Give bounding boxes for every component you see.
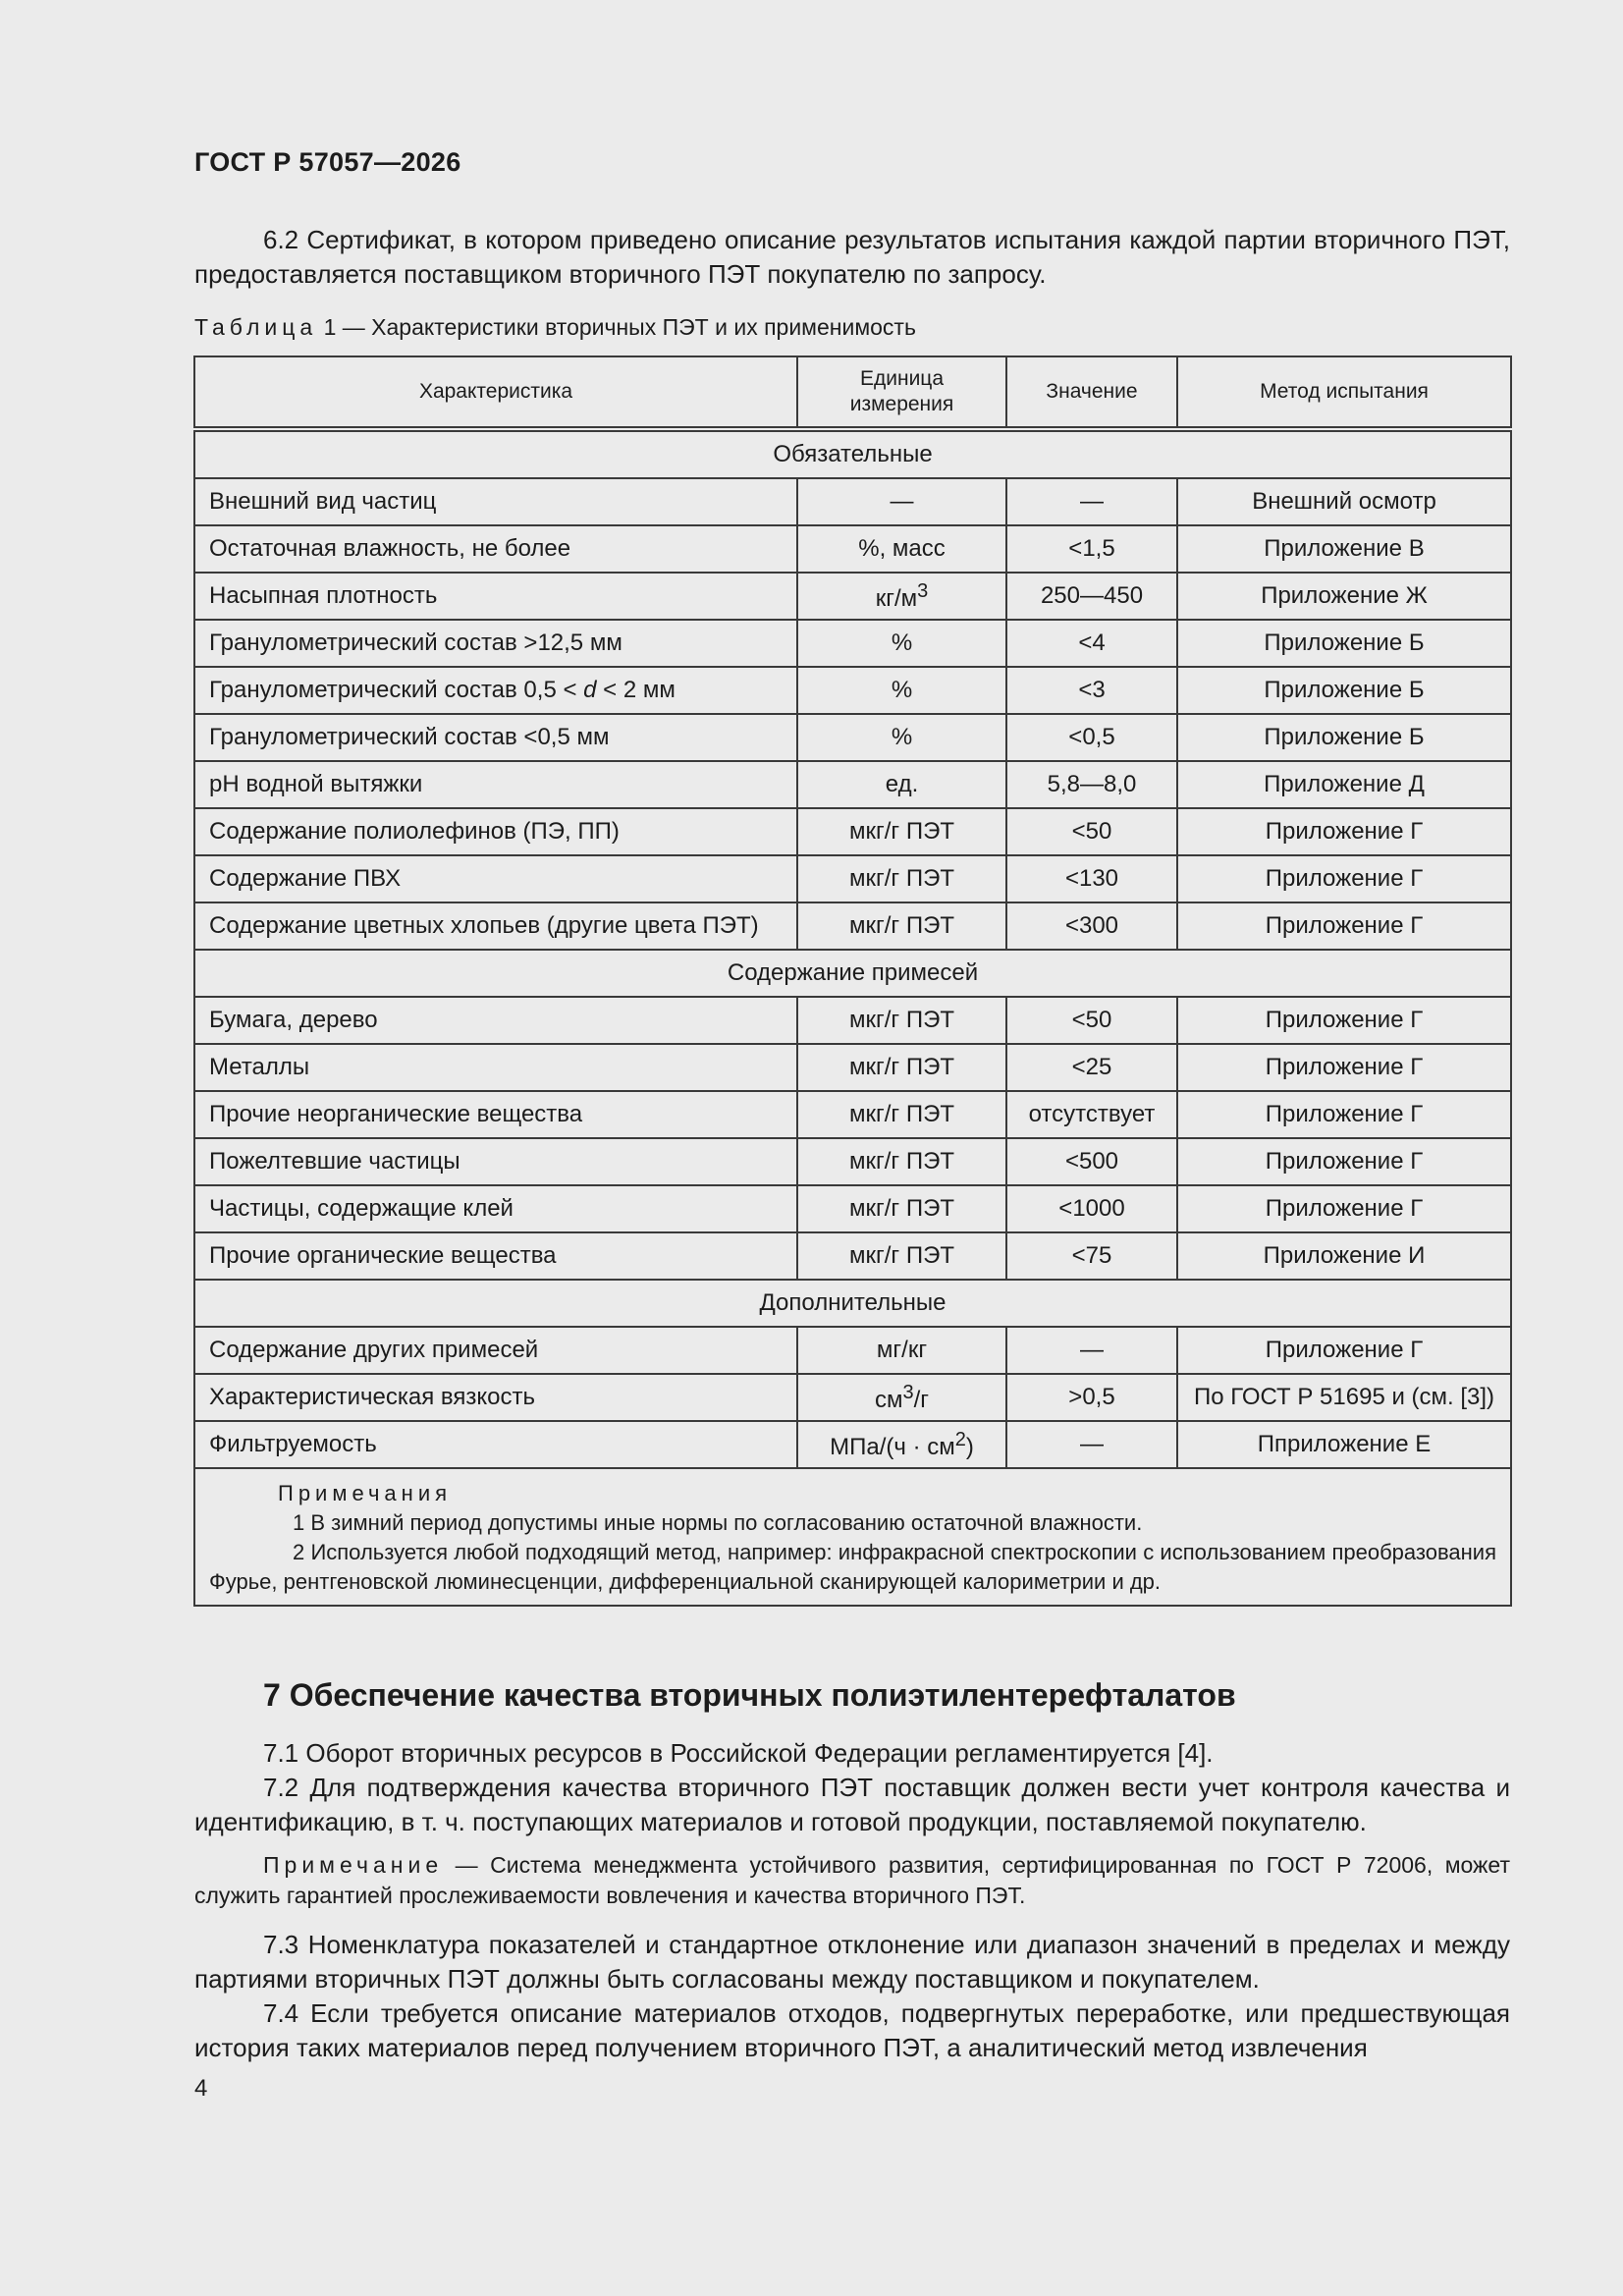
cell-value: <50 <box>1006 997 1177 1044</box>
cell-method: Приложение Г <box>1177 855 1511 902</box>
table-notes <box>194 1468 1511 1606</box>
cell-unit: мкг/г ПЭТ <box>797 1185 1006 1232</box>
cell-unit: %, масс <box>797 525 1006 573</box>
cell-unit <box>797 1374 1006 1421</box>
table-row <box>194 478 1511 525</box>
header-unit: Единица измерения <box>797 356 1006 429</box>
table-row <box>194 1232 1511 1280</box>
cell-value: <500 <box>1006 1138 1177 1185</box>
cell-value: 250—450 <box>1006 573 1177 620</box>
cell-value: 5,8—8,0 <box>1006 761 1177 808</box>
unit-suffix: ) <box>965 1433 974 1460</box>
cell-name: Характеристическая вязкость <box>194 1374 797 1421</box>
cell-value: <50 <box>1006 808 1177 855</box>
cell-name: Прочие органические вещества <box>194 1232 797 1280</box>
cell-value: <0,5 <box>1006 714 1177 761</box>
cell-method: Приложение Б <box>1177 714 1511 761</box>
cell-unit: % <box>797 714 1006 761</box>
unit-superscript: 2 <box>954 1428 966 1450</box>
cell-unit: % <box>797 620 1006 667</box>
notes-title: Примечания <box>278 1481 453 1505</box>
cell-value: <130 <box>1006 855 1177 902</box>
table-row <box>194 808 1511 855</box>
cell-name: Содержание цветных хлопьев (другие цвета ПЭТ) <box>194 902 797 950</box>
section-row <box>194 950 1511 997</box>
cell-name <box>194 667 797 714</box>
cell-value: <300 <box>1006 902 1177 950</box>
table-row <box>194 1185 1511 1232</box>
cell-method: Приложение И <box>1177 1232 1511 1280</box>
table-row <box>194 1044 1511 1091</box>
header-method: Метод испытания <box>1177 356 1511 429</box>
cell-unit: мкг/г ПЭТ <box>797 855 1006 902</box>
cell-name: pH водной вытяжки <box>194 761 797 808</box>
cell-name: Внешний вид частиц <box>194 478 797 525</box>
name-variable: d <box>583 677 597 703</box>
table-row <box>194 1374 1511 1421</box>
cell-name: Содержание ПВХ <box>194 855 797 902</box>
unit-suffix: /г <box>913 1386 930 1413</box>
table-row <box>194 525 1511 573</box>
cell-value: — <box>1006 1421 1177 1468</box>
table-row <box>194 902 1511 950</box>
characteristics-table <box>193 355 1512 1607</box>
cell-unit: — <box>797 478 1006 525</box>
table-caption-label: Таблица <box>194 314 318 340</box>
table-caption <box>194 314 916 341</box>
note-1: 1 В зимний период допустимы иные нормы по согласованию остаточной влажности. <box>293 1510 1143 1535</box>
cell-unit: мг/кг <box>797 1327 1006 1374</box>
section-7-heading: 7 Обеспечение качества вторичных полиэтилентерефталатов <box>263 1677 1236 1713</box>
section-row <box>194 1280 1511 1327</box>
cell-method: По ГОСТ Р 51695 и (см. [3]) <box>1177 1374 1511 1421</box>
cell-name: Остаточная влажность, не более <box>194 525 797 573</box>
table-caption-text: 1 — Характеристики вторичных ПЭТ и их применимость <box>323 314 916 340</box>
cell-name: Содержание полиолефинов (ПЭ, ПП) <box>194 808 797 855</box>
cell-method: Приложение В <box>1177 525 1511 573</box>
cell-value: — <box>1006 478 1177 525</box>
cell-method: Внешний осмотр <box>1177 478 1511 525</box>
cell-value: >0,5 <box>1006 1374 1177 1421</box>
unit-superscript: 3 <box>902 1381 914 1403</box>
cell-method: Приложение Г <box>1177 1185 1511 1232</box>
unit-superscript: 3 <box>917 579 929 602</box>
table-row <box>194 1421 1511 1468</box>
section-additional: Дополнительные <box>194 1280 1511 1327</box>
cell-unit: мкг/г ПЭТ <box>797 902 1006 950</box>
cell-value: <1000 <box>1006 1185 1177 1232</box>
cell-value: отсутствует <box>1006 1091 1177 1138</box>
notes-row <box>194 1468 1511 1606</box>
cell-name: Прочие неорганические вещества <box>194 1091 797 1138</box>
header-characteristic: Характеристика <box>194 356 797 429</box>
cell-unit: мкг/г ПЭТ <box>797 1091 1006 1138</box>
cell-method: Приложение Ж <box>1177 573 1511 620</box>
cell-name: Содержание других примесей <box>194 1327 797 1374</box>
note-label: Примечание <box>263 1852 444 1878</box>
table-row <box>194 855 1511 902</box>
section-7-note <box>194 1850 1510 1911</box>
table-row <box>194 714 1511 761</box>
paragraph-6-2: 6.2 Сертификат, в котором приведено описание результатов испытания каждой партии вторичного ПЭТ, предоставляется поставщиком вторичного ПЭТ покупателю по запросу. <box>194 225 1510 289</box>
cell-value: <4 <box>1006 620 1177 667</box>
unit-base: кг/м <box>875 584 918 612</box>
note-text: — Система менеджмента устойчивого развития, сертифицированная по ГОСТ Р 72006, может служить гарантией прослеживаемости вовлечения и качества вторичного ПЭТ. <box>194 1852 1510 1908</box>
paragraph-7-3: 7.3 Номенклатура показателей и стандартное отклонение или диапазон значений в пределах и между партиями вторичных ПЭТ должны быть согласованы между поставщиком и покупателем. <box>194 1930 1510 1994</box>
cell-method: Приложение Г <box>1177 1138 1511 1185</box>
table-row <box>194 1091 1511 1138</box>
cell-unit: мкг/г ПЭТ <box>797 1138 1006 1185</box>
cell-method: Приложение Г <box>1177 1327 1511 1374</box>
cell-method: Приложение Д <box>1177 761 1511 808</box>
section-row <box>194 429 1511 478</box>
cell-value: <1,5 <box>1006 525 1177 573</box>
cell-unit: ед. <box>797 761 1006 808</box>
name-suffix: < 2 мм <box>596 677 676 703</box>
name-prefix: Гранулометрический состав 0,5 < <box>209 677 584 703</box>
page-number: 4 <box>194 2075 208 2102</box>
unit-base: см <box>874 1386 903 1413</box>
table-row <box>194 761 1511 808</box>
cell-unit <box>797 573 1006 620</box>
cell-method: Приложение Г <box>1177 808 1511 855</box>
cell-unit: % <box>797 667 1006 714</box>
cell-method: Приложение Г <box>1177 997 1511 1044</box>
section-impurities: Содержание примесей <box>194 950 1511 997</box>
cell-unit: мкг/г ПЭТ <box>797 1232 1006 1280</box>
cell-name: Гранулометрический состав >12,5 мм <box>194 620 797 667</box>
table-row <box>194 573 1511 620</box>
cell-value: — <box>1006 1327 1177 1374</box>
cell-name: Частицы, содержащие клей <box>194 1185 797 1232</box>
cell-unit: мкг/г ПЭТ <box>797 1044 1006 1091</box>
table-row <box>194 1327 1511 1374</box>
cell-method: Приложение Г <box>1177 1044 1511 1091</box>
cell-unit: мкг/г ПЭТ <box>797 808 1006 855</box>
unit-base: МПа/(ч · см <box>830 1433 955 1460</box>
cell-name: Насыпная плотность <box>194 573 797 620</box>
table-row <box>194 997 1511 1044</box>
cell-name: Металлы <box>194 1044 797 1091</box>
table-header-row <box>194 356 1511 429</box>
cell-method: Приложение Г <box>1177 902 1511 950</box>
cell-unit <box>797 1421 1006 1468</box>
cell-value: <3 <box>1006 667 1177 714</box>
cell-name: Фильтруемость <box>194 1421 797 1468</box>
cell-unit: мкг/г ПЭТ <box>797 997 1006 1044</box>
paragraph-7-2: 7.2 Для подтверждения качества вторичного ПЭТ поставщик должен вести учет контроля качества и идентификацию, в т. ч. поступающих материалов и готовой продукции, поставляемой покупателю. <box>194 1773 1510 1836</box>
document-code: ГОСТ Р 57057—2026 <box>194 147 461 177</box>
cell-value: <75 <box>1006 1232 1177 1280</box>
cell-name: Гранулометрический состав <0,5 мм <box>194 714 797 761</box>
cell-name: Бумага, дерево <box>194 997 797 1044</box>
cell-method: Приложение Г <box>1177 1091 1511 1138</box>
table-row <box>194 667 1511 714</box>
header-value: Значение <box>1006 356 1177 429</box>
note-2: 2 Используется любой подходящий метод, например: инфракрасной спектроскопии с использованием преобразования Фурье, рентгеновской люминесценции, дифференциальной сканирующей калориметрии и др. <box>209 1540 1496 1594</box>
cell-method: Приложение Б <box>1177 620 1511 667</box>
paragraph-7-4: 7.4 Если требуется описание материалов отходов, подвергнутых переработке, или предшествующая история таких материалов перед получением вторичного ПЭТ, а аналитический метод извлечения <box>194 1998 1510 2062</box>
table-row <box>194 1138 1511 1185</box>
cell-method: Приложение Б <box>1177 667 1511 714</box>
table-row <box>194 620 1511 667</box>
paragraph-7-1: 7.1 Оборот вторичных ресурсов в Российской Федерации регламентируется [4]. <box>263 1738 1214 1768</box>
section-mandatory: Обязательные <box>194 429 1511 478</box>
cell-name: Пожелтевшие частицы <box>194 1138 797 1185</box>
cell-method: Пприложение Е <box>1177 1421 1511 1468</box>
cell-value: <25 <box>1006 1044 1177 1091</box>
